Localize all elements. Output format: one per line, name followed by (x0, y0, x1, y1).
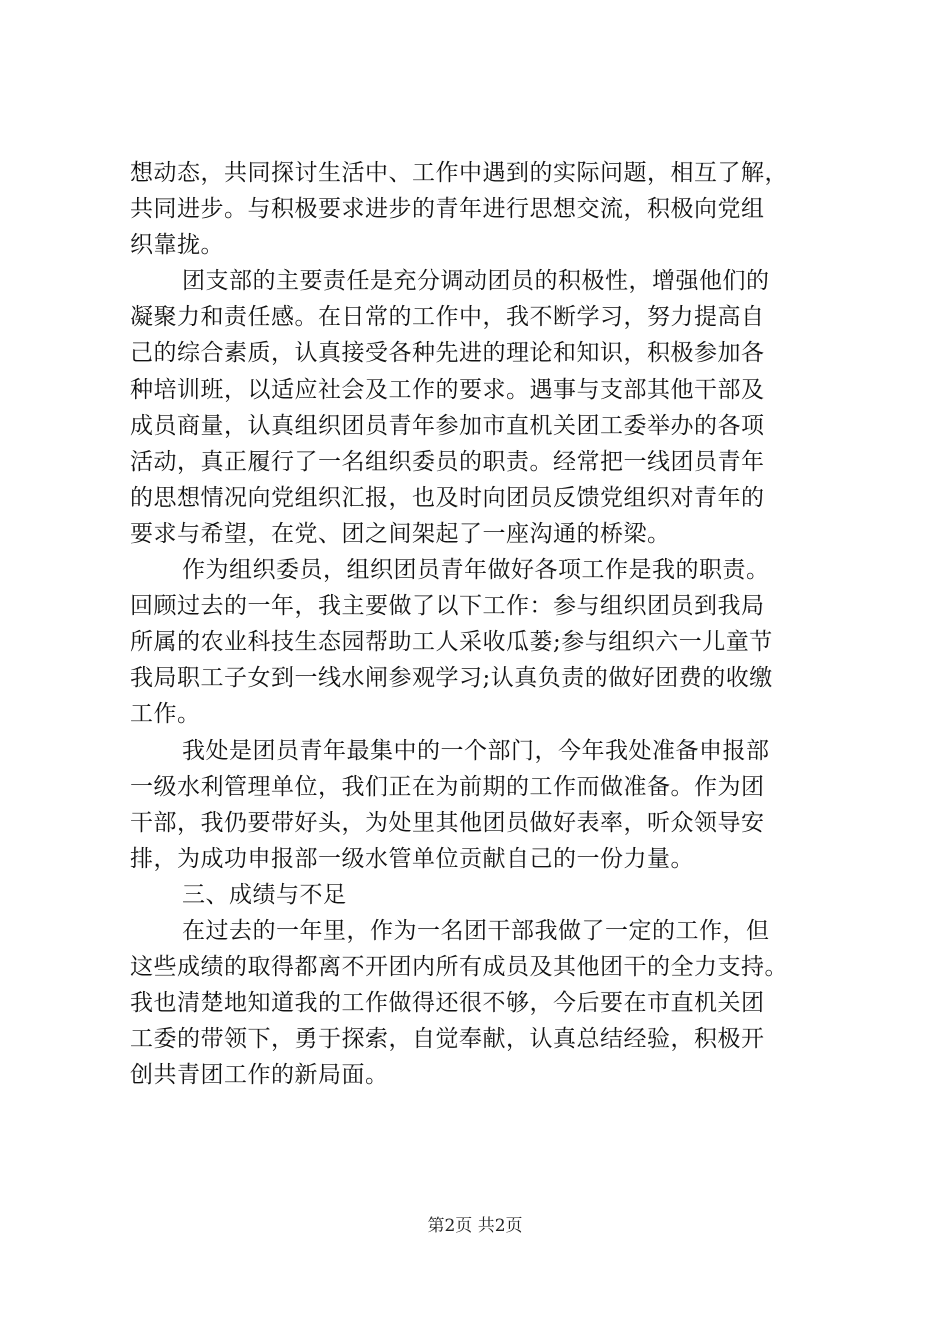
text-line: 成员商量，认真组织团员青年参加市直机关团工委举办的各项 (130, 412, 765, 439)
text-line: 己的综合素质，认真接受各种先进的理论和知识，积极参加各 (130, 340, 765, 367)
text-line: 凝聚力和责任感。在日常的工作中，我不断学习，努力提高自 (130, 304, 765, 331)
paragraph-start-line: 我处是团员青年最集中的一个部门，今年我处准备申报部 (182, 737, 770, 764)
text-line: 回顾过去的一年，我主要做了以下工作：参与组织团员到我局 (130, 593, 765, 620)
page-number-label: 第2页 共2页 (427, 1216, 523, 1236)
text-line: 这些成绩的取得都离不开团内所有成员及其他团干的全力支持。 (130, 954, 788, 981)
paragraph-start-line: 在过去的一年里，作为一名团干部我做了一定的工作，但 (182, 917, 770, 944)
text-line: 活动，真正履行了一名组织委员的职责。经常把一线团员青年 (130, 448, 765, 475)
page-footer (0, 1214, 950, 1238)
paragraph-start-line: 作为组织委员，组织团员青年做好各项工作是我的职责。 (182, 557, 770, 584)
text-line: 要求与希望，在党、团之间架起了一座沟通的桥梁。 (130, 520, 671, 547)
text-line: 我局职工子女到一线水闸参观学习;认真负责的做好团费的收缴 (130, 665, 773, 692)
text-line: 织靠拢。 (130, 232, 224, 259)
text-line: 所属的农业科技生态园帮助工人采收瓜蒌;参与组织六一儿童节 (130, 629, 773, 656)
document-body (130, 155, 830, 1093)
text-line: 想动态，共同探讨生活中、工作中遇到的实际问题，相互了解， (130, 160, 788, 186)
text-line: 共同进步。与积极要求进步的青年进行思想交流，积极向党组 (130, 196, 765, 223)
text-line: 种培训班，以适应社会及工作的要求。遇事与支部其他干部及 (130, 376, 765, 403)
text-line: 干部，我仍要带好头，为处里其他团员做好表率，听众领导安 (130, 809, 765, 836)
text-line: 我也清楚地知道我的工作做得还很不够，今后要在市直机关团 (130, 990, 765, 1017)
paragraph-start-line: 团支部的主要责任是充分调动团员的积极性，增强他们的 (182, 268, 770, 295)
text-line: 排，为成功申报部一级水管单位贡献自己的一份力量。 (130, 845, 694, 872)
text-line: 创共青团工作的新局面。 (130, 1062, 389, 1089)
text-line: 工委的带领下，勇于探索，自觉奉献，认真总结经验，积极开 (130, 1026, 765, 1053)
text-line: 的思想情况向党组织汇报，也及时向团员反馈党组织对青年的 (130, 484, 765, 511)
text-line: 工作。 (130, 701, 201, 728)
section-heading: 三、成绩与不足 (182, 881, 347, 908)
text-line: 一级水利管理单位，我们正在为前期的工作而做准备。作为团 (130, 773, 765, 800)
